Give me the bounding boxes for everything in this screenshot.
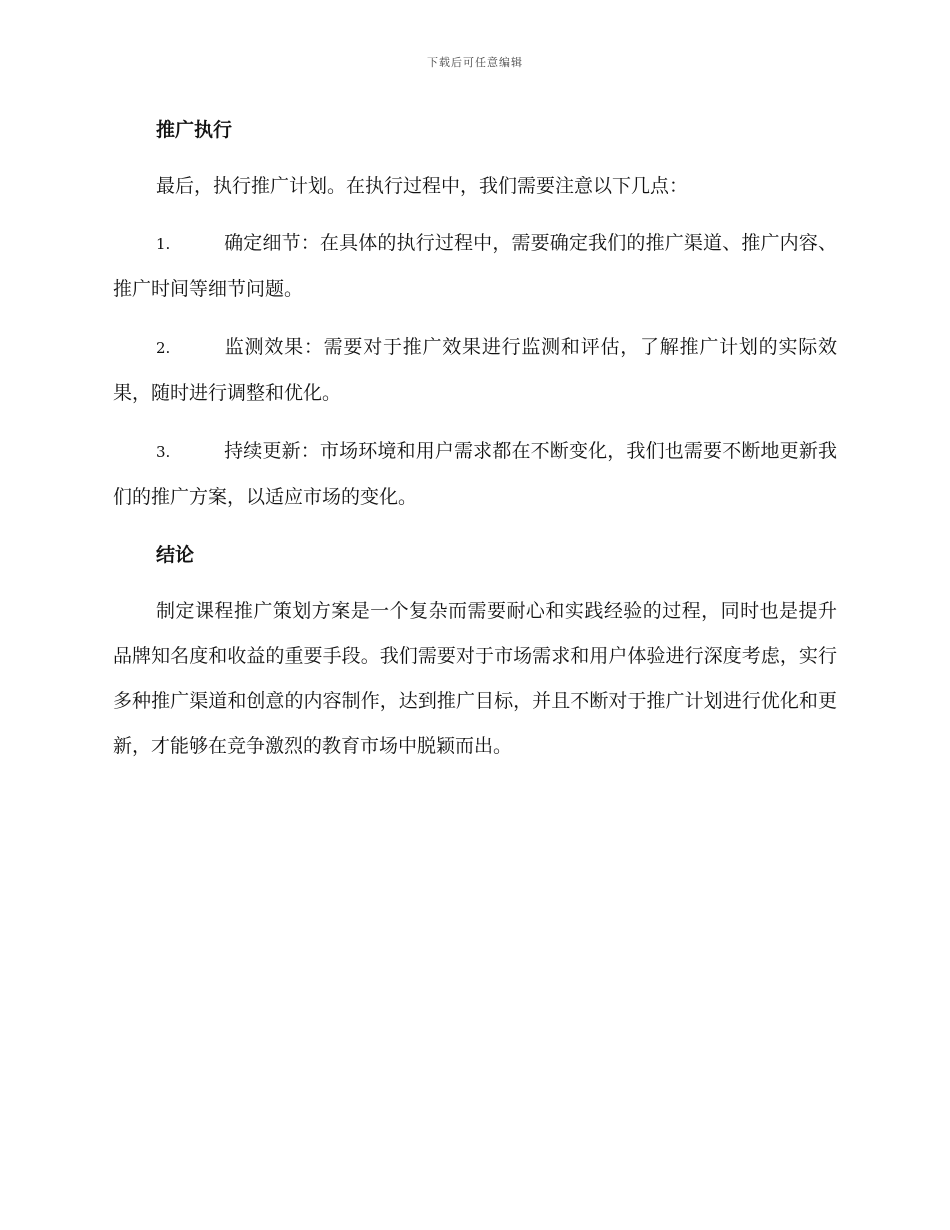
execution-intro-paragraph: 最后，执行推广计划。在执行过程中，我们需要注意以下几点： <box>156 175 689 197</box>
list-item-text: 监测效果：需要对于推广效果进行监测和评估，了解推广计划的实际效果，随时进行调整和优化。 <box>113 336 837 404</box>
list-item-number: 2. <box>156 339 171 357</box>
document-body <box>113 108 837 769</box>
section-heading-execution: 推广执行 <box>156 119 233 141</box>
list-item-number: 3. <box>156 443 171 461</box>
list-item <box>113 325 837 416</box>
list-item-text: 持续更新：市场环境和用户需求都在不断变化，我们也需要不断地更新我们的推广方案，以适应市场的变化。 <box>113 440 837 508</box>
list-item <box>113 221 837 312</box>
section-heading-conclusion: 结论 <box>156 544 195 566</box>
list-item-text: 确定细节：在具体的执行过程中，需要确定我们的推广渠道、推广内容、推广时间等细节问题。 <box>113 232 837 300</box>
conclusion-paragraph: 制定课程推广策划方案是一个复杂而需要耐心和实践经验的过程，同时也是提升品牌知名度和收益的重要手段。我们需要对于市场需求和用户体验进行深度考虑，实行多种推广渠道和创意的内容制作，达到推广目标，并且不断对于推广计划进行优化和更新，才能够在竞争激烈的教育市场中脱颖而出。 <box>113 600 837 757</box>
list-item-number: 1. <box>156 235 171 253</box>
list-item <box>113 429 837 520</box>
header-note: 下载后可任意编辑 <box>427 56 523 69</box>
